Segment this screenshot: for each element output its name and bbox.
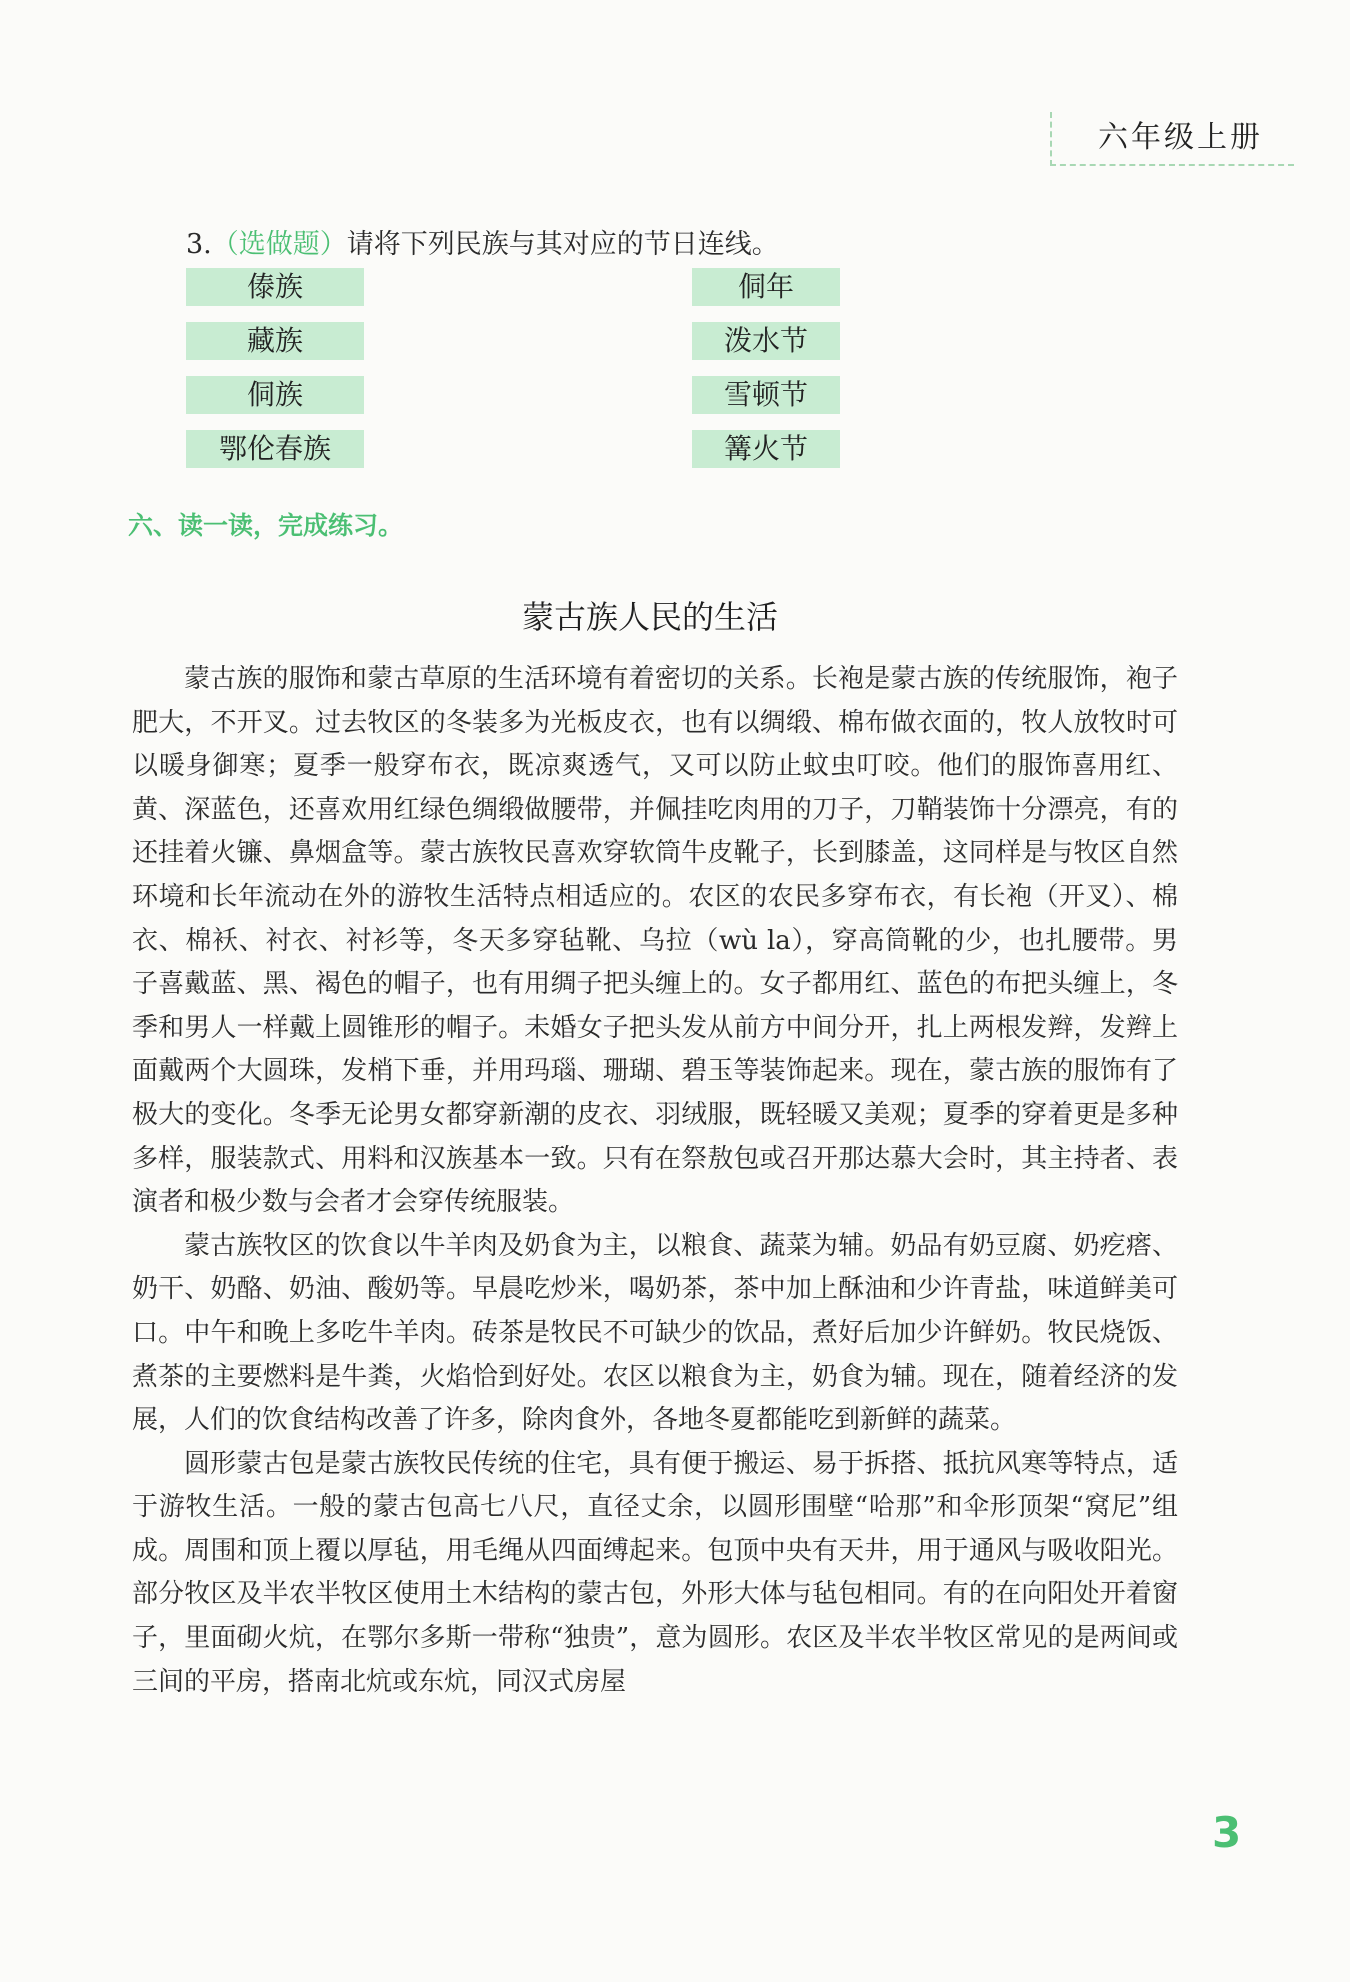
question-tag: （选做题） [211, 229, 347, 260]
section-six-heading: 六、读一读，完成练习。 [128, 511, 404, 540]
festival-dong-new-year[interactable]: 侗年 [692, 268, 840, 306]
festival-bonfire[interactable]: 篝火节 [692, 430, 840, 468]
question-number: 3. [186, 229, 212, 260]
festival-water-splashing[interactable]: 泼水节 [692, 322, 840, 360]
grade-label: 六年级上册 [1098, 120, 1263, 155]
page-number: 3 [1212, 1808, 1242, 1857]
article-body [132, 658, 1178, 1704]
ethnic-group-oroqen[interactable]: 鄂伦春族 [186, 430, 364, 468]
article-paragraph-clothing: 蒙古族的服饰和蒙古草原的生活环境有着密切的关系。长袍是蒙古族的传统服饰，袍子肥大，不开叉。过去牧区的冬装多为光板皮衣，也有以绸缎、棉布做衣面的，牧人放牧时可以暖身御寒；夏季一般穿布衣，既凉爽透气，又可以防止蚊虫叮咬。他们的服饰喜用红、黄、深蓝色，还喜欢用红绿色绸缎做腰带，并佩挂吃肉用的刀子，刀鞘装饰十分漂亮，有的还挂着火镰、鼻烟盒等。蒙古族牧民喜欢穿软筒牛皮靴子，长到膝盖，这同样是与牧区自然环境和长年流动在外的游牧生活特点相适应的。农区的农民多穿布衣，有长袍（开叉）、棉衣、棉袄、衬衣、衬衫等，冬天多穿毡靴、乌拉（wù la），穿高筒靴的少，也扎腰带。男子喜戴蓝、黑、褐色的帽子，也有用绸子把头缠上的。女子都用红、蓝色的布把头缠上，冬季和男人一样戴上圆锥形的帽子。未婚女子把头发从前方中间分开，扎上两根发辫，发辫上面戴两个大圆珠，发梢下垂，并用玛瑙、珊瑚、碧玉等装饰起来。现在，蒙古族的服饰有了极大的变化。冬季无论男女都穿新潮的皮衣、羽绒服，既轻暖又美观；夏季的穿着更是多种多样，服装款式、用料和汉族基本一致。只有在祭敖包或召开那达慕大会时，其主持者、表演者和极少数与会者才会穿传统服装。 [132, 664, 1178, 1218]
festival-shoton[interactable]: 雪顿节 [692, 376, 840, 414]
article-paragraph-food: 蒙古族牧区的饮食以牛羊肉及奶食为主，以粮食、蔬菜为辅。奶品有奶豆腐、奶疙瘩、奶干、奶酪、奶油、酸奶等。早晨吃炒米，喝奶茶，茶中加上酥油和少许青盐，味道鲜美可口。中午和晚上多吃牛羊肉。砖茶是牧民不可缺少的饮品，煮好后加少许鲜奶。牧民烧饭、煮茶的主要燃料是牛粪，火焰恰到好处。农区以粮食为主，奶食为辅。现在，随着经济的发展，人们的饮食结构改善了许多，除肉食外，各地冬夏都能吃到新鲜的蔬菜。 [132, 1230, 1178, 1436]
question-instruction: 请将下列民族与其对应的节日连线。 [346, 229, 779, 260]
article-title: 蒙古族人民的生活 [521, 598, 778, 636]
question-3 [186, 222, 779, 261]
ethnic-group-dai[interactable]: 傣族 [186, 268, 364, 306]
article-paragraph-housing: 圆形蒙古包是蒙古族牧民传统的住宅，具有便于搬运、易于拆搭、抵抗风寒等特点，适于游牧生活。一般的蒙古包高七八尺，直径丈余，以圆形围壁“哈那”和伞形顶架“窝尼”组成。周围和顶上覆以厚毡，用毛绳从四面缚起来。包顶中央有天井，用于通风与吸收阳光。部分牧区及半农半牧区使用土木结构的蒙古包，外形大体与毡包相同。有的在向阳处开着窗子，里面砌火炕，在鄂尔多斯一带称“独贵”，意为圆形。农区及半农半牧区常见的是两间或三间的平房，搭南北炕或东炕，同汉式房屋 [132, 1448, 1178, 1697]
ethnic-group-zang[interactable]: 藏族 [186, 322, 364, 360]
ethnic-group-dong[interactable]: 侗族 [186, 376, 364, 414]
